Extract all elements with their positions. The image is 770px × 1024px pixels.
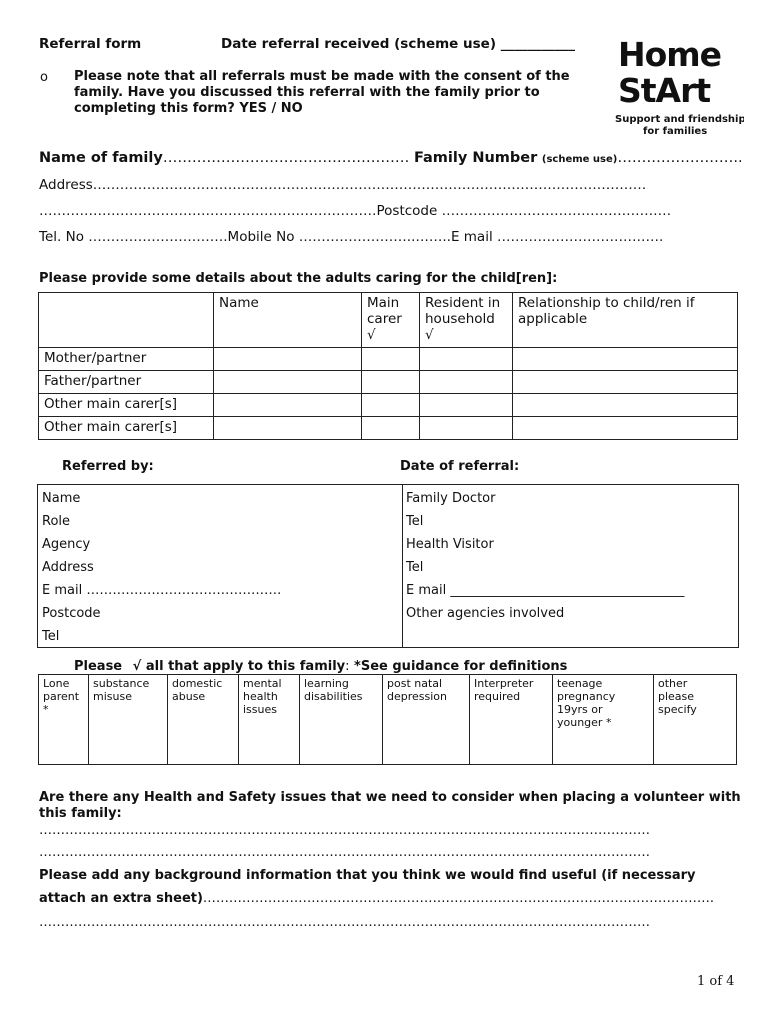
family-name-dots[interactable]: …………………………………………… — [162, 150, 410, 166]
page-number: 1 of 4 — [697, 974, 735, 989]
tick-icon: √ — [367, 327, 376, 343]
background-line[interactable]: …………………………………………………………………………………………………………………………… — [39, 915, 650, 930]
adults-cell-relationship[interactable] — [513, 348, 738, 371]
adults-cell-name[interactable] — [214, 417, 362, 440]
bullet: o — [40, 70, 48, 85]
need-interpreter[interactable] — [470, 675, 553, 765]
referrer-postcode-field[interactable]: Postcode — [42, 606, 101, 621]
needs-heading-suffix: *See guidance for definitions — [349, 659, 568, 674]
professional-fields[interactable] — [406, 487, 684, 625]
need-mental-health[interactable] — [239, 675, 300, 765]
visitor-tel-field[interactable]: Tel — [406, 560, 424, 575]
col-main-carer-2: carer — [367, 311, 402, 327]
logo-tagline-2: for families — [643, 126, 708, 137]
adults-table — [38, 292, 738, 440]
adults-row-label: Father/partner — [39, 371, 214, 394]
family-number-dots[interactable]: …………………….. — [617, 150, 743, 166]
need-lone-parent[interactable] — [39, 675, 89, 765]
adults-row — [39, 417, 738, 440]
need-domestic-abuse-label: domestic abuse — [172, 677, 223, 703]
family-number-label: Family Number — [413, 150, 538, 166]
adults-cell-resident[interactable] — [420, 417, 513, 440]
adults-row-label: Other main carer[s] — [39, 394, 214, 417]
postcode-dots[interactable]: …………………………………………… — [441, 203, 672, 219]
referrer-fields[interactable] — [42, 487, 281, 648]
health-safety-question-1: Are there any Health and Safety issues that we need to consider when placing a volunteer with — [39, 790, 741, 805]
adults-cell-resident[interactable] — [420, 394, 513, 417]
referrer-agency-field[interactable]: Agency — [42, 537, 91, 552]
health-safety-line-1[interactable]: …………………………………………………………………………………………………………………………… — [39, 823, 650, 838]
logo-word-start: StArt — [618, 71, 711, 110]
referral-divider — [402, 484, 403, 647]
col-main-carer — [362, 293, 420, 348]
health-safety-question-2: this family: — [39, 806, 122, 821]
adults-cell-name[interactable] — [214, 371, 362, 394]
need-mental-health-label: mental health issues — [243, 677, 282, 716]
postcode-label: Postcode — [376, 203, 438, 219]
needs-row — [39, 675, 737, 765]
adults-row — [39, 348, 738, 371]
adults-cell-relationship[interactable] — [513, 417, 738, 440]
col-main-carer-1: Main — [367, 295, 400, 311]
need-substance-misuse-label: substance misuse — [93, 677, 150, 703]
adults-cell-name[interactable] — [214, 394, 362, 417]
need-domestic-abuse[interactable] — [168, 675, 239, 765]
email-dots[interactable]: ………………………………. — [497, 229, 664, 245]
adults-header-blank — [39, 293, 214, 348]
tel-label: Tel. No — [39, 229, 84, 245]
adults-cell-main[interactable] — [362, 394, 420, 417]
adults-cell-main[interactable] — [362, 348, 420, 371]
family-doctor-field[interactable]: Family Doctor — [406, 491, 496, 506]
referred-by-label: Referred by: — [62, 459, 154, 474]
adults-cell-relationship[interactable] — [513, 371, 738, 394]
adults-row-label: Mother/partner — [39, 348, 214, 371]
need-post-natal-depression-label: post natal depression — [387, 677, 448, 703]
other-agencies-field[interactable]: Other agencies involved — [406, 606, 565, 621]
form-title: Referral form — [39, 36, 142, 52]
adults-header-row — [39, 293, 738, 348]
adults-cell-resident[interactable] — [420, 348, 513, 371]
referrer-address-field[interactable]: Address — [42, 560, 94, 575]
address-dots[interactable]: …………………………………………………………………………………………………………… — [92, 177, 647, 193]
address-label: Address — [39, 177, 93, 193]
tick-icon: √ — [425, 327, 434, 343]
adults-cell-main[interactable] — [362, 371, 420, 394]
consent-note-line2: family. Have you discussed this referral with the family prior to — [74, 85, 540, 100]
email-label: E mail — [450, 229, 493, 245]
need-teenage-pregnancy-label: teenage pregnancy 19yrs or younger * — [557, 677, 616, 729]
address-row[interactable] — [39, 177, 646, 193]
needs-table — [38, 674, 737, 765]
need-post-natal-depression[interactable] — [383, 675, 470, 765]
col-resident-1: Resident in — [425, 295, 501, 311]
adults-row — [39, 371, 738, 394]
adults-row-label: Other main carer[s] — [39, 417, 214, 440]
need-substance-misuse[interactable] — [89, 675, 168, 765]
background-question-2: attach an extra sheet) — [39, 891, 203, 906]
need-learning-disabilities-label: learning disabilities — [304, 677, 363, 703]
mobile-label: Mobile No — [227, 229, 295, 245]
need-lone-parent-label: Lone parent * — [43, 677, 80, 716]
referrer-role-field[interactable]: Role — [42, 514, 71, 529]
mobile-dots[interactable]: ……………………..…….. — [298, 229, 451, 245]
doctor-tel-field[interactable]: Tel — [406, 514, 424, 529]
family-name-label: Name of family — [39, 150, 163, 166]
home-start-logo — [614, 32, 744, 142]
phone-row[interactable] — [39, 229, 663, 245]
date-of-referral-label[interactable]: Date of referral: — [400, 459, 520, 474]
col-resident-2: household — [425, 311, 495, 327]
need-teenage-pregnancy[interactable] — [553, 675, 654, 765]
needs-heading-colon: : — [345, 659, 350, 674]
background-dots-tail[interactable]: ………………………………………………………………………………………………………. — [202, 891, 715, 906]
referrer-name-field[interactable]: Name — [42, 491, 81, 506]
professional-email-field[interactable]: E mail ____________________________________ — [406, 583, 685, 598]
needs-heading-main: all that apply to this family — [145, 659, 346, 674]
adults-heading: Please provide some details about the adults caring for the child[ren]: — [39, 271, 558, 286]
adults-row — [39, 394, 738, 417]
family-number-note: (scheme use) — [541, 154, 618, 165]
date-received-field[interactable]: Date referral received (scheme use) ___________ — [221, 36, 575, 52]
adults-cell-name[interactable] — [214, 348, 362, 371]
consent-note-line1: Please note that all referrals must be made with the consent of the — [74, 69, 570, 84]
adults-cell-main[interactable] — [362, 417, 420, 440]
address2-dots[interactable]: ………………………………………………………………… — [39, 203, 377, 219]
logo-word-home: Home — [618, 35, 722, 74]
referrer-email-field[interactable]: E mail ……………………………………… — [42, 583, 282, 598]
need-other-label: other please specify — [658, 677, 697, 716]
need-learning-disabilities[interactable] — [300, 675, 383, 765]
referrer-tel-field[interactable]: Tel — [42, 629, 60, 644]
background-question-1: Please add any background information that you think we would find useful (if necessary — [39, 868, 696, 883]
family-name-row[interactable] — [39, 150, 743, 166]
col-name: Name — [214, 293, 362, 348]
adults-cell-relationship[interactable] — [513, 394, 738, 417]
col-resident — [420, 293, 513, 348]
need-other[interactable] — [654, 675, 737, 765]
adults-cell-resident[interactable] — [420, 371, 513, 394]
background-question-2-row[interactable] — [39, 891, 714, 906]
consent-note-line3: completing this form? YES / NO — [74, 101, 303, 116]
logo-tagline-1: Support and friendship — [615, 114, 744, 125]
tick-icon: √ — [132, 659, 142, 674]
tel-dots[interactable]: …………………………. — [88, 229, 228, 245]
col-relationship: Relationship to child/ren if applicable — [513, 293, 738, 348]
needs-heading — [74, 659, 567, 674]
health-safety-line-2[interactable]: …………………………………………………………………………………………………………………………… — [39, 845, 650, 860]
need-interpreter-label: Interpreter required — [474, 677, 534, 703]
health-visitor-field[interactable]: Health Visitor — [406, 537, 494, 552]
needs-heading-prefix: Please — [74, 659, 123, 674]
postcode-row[interactable] — [39, 203, 671, 219]
